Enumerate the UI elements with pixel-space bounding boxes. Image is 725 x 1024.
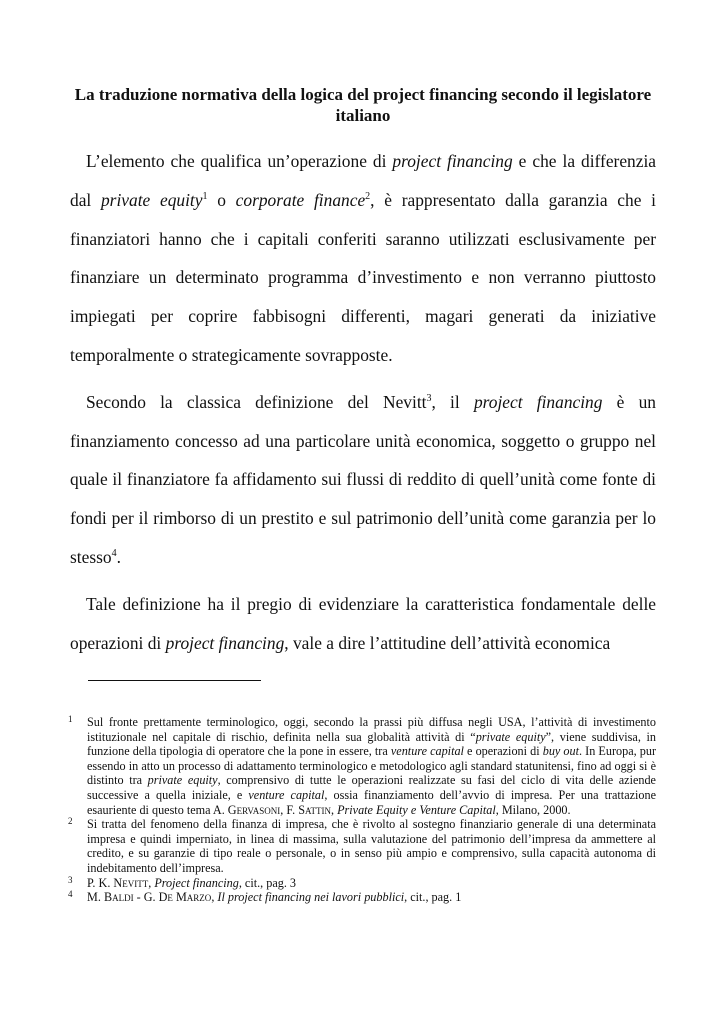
italic-term: project financing xyxy=(165,632,285,653)
italic-term: private equity xyxy=(475,729,546,744)
footnote-text xyxy=(87,876,296,890)
text-run: , F. xyxy=(280,802,299,817)
footnote-ref: 1 xyxy=(202,191,208,202)
italic-term: Private Equity e Venture Capital xyxy=(337,802,496,817)
author-name: De Marzo xyxy=(158,890,212,905)
document-title: La traduzione normativa della logica del project financing secondo il legislatore italiano xyxy=(74,85,652,125)
text-run: è un finanziamento concesso ad una particolare unità economica, soggetto o gruppo nel quale il finanziatore fa affidamento sui flussi di reddito di quell’unità come fonte di fondi per il rimborso di un prestito e sul patrimonio dell’unità come garanzia per lo stesso xyxy=(70,391,656,567)
italic-term: venture capital xyxy=(248,787,325,802)
footnote-text xyxy=(87,715,656,817)
footnote-ref: 2 xyxy=(365,191,371,202)
text-run: ”, viene suddivisa, in funzione della tipologia di operatore che la pone in essere, tra xyxy=(87,729,656,759)
footnote-4 xyxy=(68,890,656,905)
text-run: M. xyxy=(87,890,104,905)
italic-term: Il project financing nei lavori pubblici xyxy=(217,890,405,905)
text-run: . xyxy=(116,546,121,567)
italic-term: project financing xyxy=(473,391,603,412)
author-name: Gervasoni xyxy=(227,802,281,817)
text-run: Sul fronte prettamente terminologico, oggi, secondo la prassi più diffusa negli USA, l’attività di investimento istituzionale nel capitale di rischio, definita nella sua globalità attività di “ xyxy=(87,715,656,744)
italic-term: private equity xyxy=(100,189,203,210)
text-run: , cit., pag. 1 xyxy=(404,890,462,905)
italic-term: buy out xyxy=(542,744,579,759)
footnote-number: 2 xyxy=(68,816,73,827)
text-run: L’elemento che qualifica un’operazione di xyxy=(86,151,393,171)
italic-term: private equity xyxy=(147,773,218,788)
paragraph-2 xyxy=(70,383,656,577)
footnote-3 xyxy=(68,876,656,891)
text-run: - G. xyxy=(133,890,159,905)
text-run: , Milano, 2000. xyxy=(495,802,571,817)
author-name: Sattin xyxy=(298,802,331,817)
footnote-text xyxy=(87,817,656,875)
text-run: e operazioni di xyxy=(463,744,543,759)
italic-term: corporate finance xyxy=(235,189,366,210)
footnote-ref: 3 xyxy=(426,392,432,404)
italic-term: venture capital xyxy=(390,744,464,759)
author-name: Baldi xyxy=(103,890,134,905)
text-run: Si tratta del fenomeno della finanza di impresa, che è rivolto al sostegno finanziario generale di una determinata impresa e quindi imperniato, in linea di massima, sulla valutazione del patrimonio dell’impresa da ammettere al credito, e su garanzie di tipo reale o personale, o in senso più ampio e comprensivo, sulla capacità autonoma di indebitamento dell’impresa. xyxy=(87,817,656,875)
footnote-1 xyxy=(68,715,656,817)
document-body xyxy=(70,142,656,670)
footnote-text xyxy=(87,890,461,904)
italic-term: Project financing xyxy=(154,875,239,890)
text-run: , ossia finanziamento dell’avvio di impresa. Per una trattazione esauriente di questo tema A. xyxy=(87,787,656,817)
text-run: P. K. xyxy=(87,875,114,890)
text-run: , xyxy=(148,875,155,890)
footnote-separator xyxy=(88,680,261,681)
text-run: e che la differenzia dal xyxy=(70,151,657,210)
footnote-number: 4 xyxy=(68,889,73,900)
italic-term: project financing xyxy=(392,151,513,171)
text-run: Secondo la classica definizione del Nevitt xyxy=(86,391,427,412)
text-run: . In Europa, pur essendo in atto un processo di adattamento terminologico e metodologico agli standard statunitensi, fino ad oggi si è distinto tra xyxy=(87,744,657,788)
text-run: , è rappresentato dalla garanzia che i finanziatori hanno che i capitali conferiti saranno utilizzati esclusivamente per finanziare un determinato programma d’investimento e non verranno piuttosto impiegati per coprire fabbisogni differenti, magari generati da iniziative temporalmente o strategicamente sovrapposte. xyxy=(70,189,656,365)
author-name: Nevitt xyxy=(113,875,149,890)
footnotes xyxy=(68,715,656,905)
text-run: Tale definizione ha il pregio di evidenziare la caratteristica fondamentale delle operazioni di xyxy=(70,593,656,653)
text-run: , xyxy=(211,890,218,905)
text-run: o xyxy=(207,189,236,210)
text-run: , xyxy=(331,802,338,817)
footnote-number: 1 xyxy=(68,714,73,724)
text-run: , cit., pag. 3 xyxy=(238,875,297,890)
text-run: , il xyxy=(431,391,474,412)
paragraph-3 xyxy=(70,585,656,663)
text-run: , comprensivo di tutte le operazioni realizzate su fasi del ciclo di vita delle aziende successive a quella iniziale, e xyxy=(87,773,656,802)
footnote-2 xyxy=(68,817,656,875)
footnote-ref: 4 xyxy=(111,548,117,560)
footnote-number: 3 xyxy=(68,874,73,885)
text-run: , vale a dire l’attitudine dell’attività economica xyxy=(284,632,611,653)
paragraph-1 xyxy=(70,142,656,375)
